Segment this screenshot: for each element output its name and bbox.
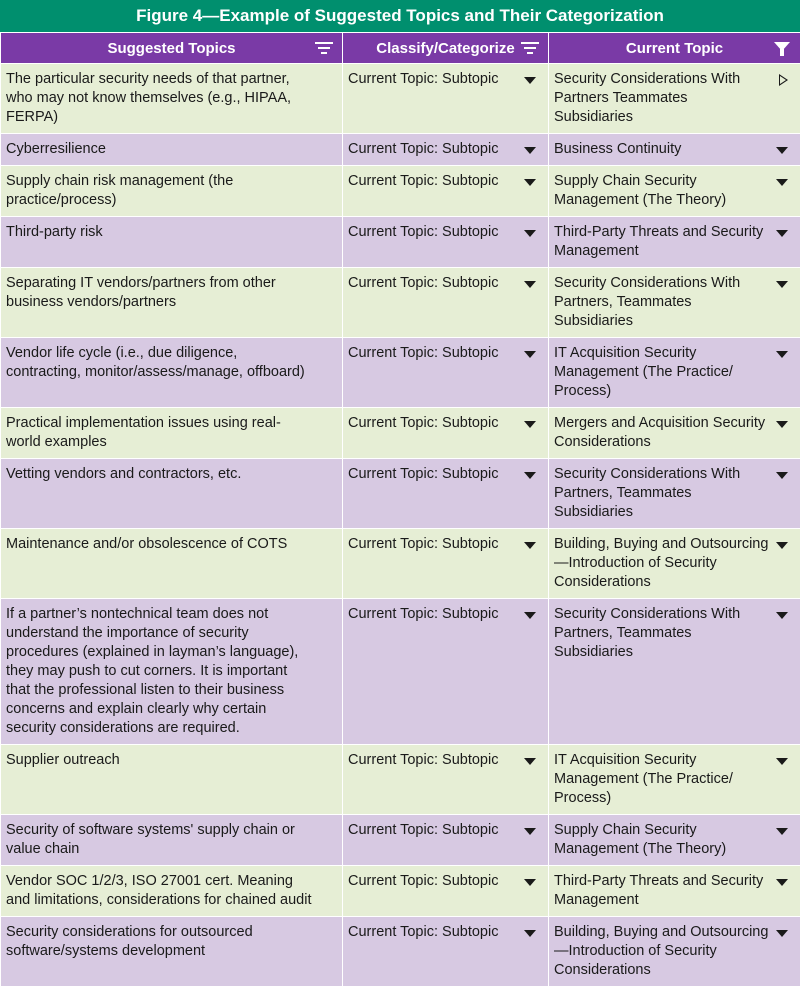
classify-value: Current Topic: Subtopic — [348, 415, 498, 431]
suggested-topic-text: Supplier outreach — [6, 752, 120, 768]
chevron-down-icon[interactable] — [524, 828, 536, 835]
suggested-topic-cell — [1, 64, 343, 134]
classify-value: Current Topic: Subtopic — [348, 141, 498, 157]
classify-dropdown[interactable] — [343, 529, 549, 599]
current-topic-dropdown[interactable] — [549, 529, 800, 599]
current-topic-dropdown[interactable] — [549, 134, 800, 166]
current-topic-dropdown[interactable] — [549, 64, 800, 134]
classify-value: Current Topic: Subtopic — [348, 752, 498, 768]
suggested-topic-cell — [1, 529, 343, 599]
classify-dropdown[interactable] — [343, 134, 549, 166]
topics-table — [0, 32, 800, 987]
current-topic-dropdown[interactable] — [549, 166, 800, 217]
suggested-topic-text: Separating IT vendors/partners from other business vendors/partners — [6, 275, 276, 310]
chevron-down-icon[interactable] — [524, 542, 536, 549]
suggested-topic-cell — [1, 268, 343, 338]
header-suggested-topics[interactable] — [1, 33, 343, 64]
suggested-topic-text: Practical implementation issues using real-world examples — [6, 415, 281, 450]
current-topic-dropdown[interactable] — [549, 815, 800, 866]
current-topic-value: Supply Chain Security Management (The Theory) — [554, 822, 726, 857]
suggested-topic-text: Third-party risk — [6, 224, 103, 240]
current-topic-value: Building, Buying and Outsourcing—Introduction of Security Considerations — [554, 924, 768, 978]
classify-value: Current Topic: Subtopic — [348, 345, 498, 361]
chevron-down-icon[interactable] — [524, 77, 536, 84]
chevron-down-icon[interactable] — [524, 179, 536, 186]
chevron-down-icon[interactable] — [776, 230, 788, 237]
sort-icon[interactable] — [520, 42, 540, 54]
current-topic-value: Supply Chain Security Management (The Theory) — [554, 173, 726, 208]
chevron-down-icon[interactable] — [524, 421, 536, 428]
chevron-down-icon[interactable] — [524, 879, 536, 886]
table-row — [1, 866, 800, 917]
table-row — [1, 815, 800, 866]
classify-dropdown[interactable] — [343, 866, 549, 917]
current-topic-value: Security Considerations With Partners, Teammates Subsidiaries — [554, 466, 740, 520]
chevron-down-icon[interactable] — [776, 179, 788, 186]
suggested-topic-cell — [1, 134, 343, 166]
chevron-down-icon[interactable] — [524, 147, 536, 154]
classify-dropdown[interactable] — [343, 815, 549, 866]
header-classify[interactable] — [343, 33, 549, 64]
current-topic-value: Third-Party Threats and Security Management — [554, 873, 763, 908]
chevron-down-icon[interactable] — [776, 281, 788, 288]
current-topic-value: Business Continuity — [554, 141, 681, 157]
sort-icon[interactable] — [314, 42, 334, 54]
classify-value: Current Topic: Subtopic — [348, 224, 498, 240]
classify-value: Current Topic: Subtopic — [348, 173, 498, 189]
table-row — [1, 599, 800, 745]
current-topic-dropdown[interactable] — [549, 408, 800, 459]
classify-value: Current Topic: Subtopic — [348, 536, 498, 552]
current-topic-dropdown[interactable] — [549, 866, 800, 917]
suggested-topic-cell — [1, 745, 343, 815]
chevron-down-icon[interactable] — [776, 930, 788, 937]
current-topic-dropdown[interactable] — [549, 599, 800, 745]
expand-right-icon[interactable] — [779, 74, 788, 86]
classify-dropdown[interactable] — [343, 268, 549, 338]
table-row — [1, 338, 800, 408]
suggested-topic-cell — [1, 217, 343, 268]
suggested-topic-cell — [1, 166, 343, 217]
chevron-down-icon[interactable] — [776, 828, 788, 835]
suggested-topic-text: Security of software systems' supply chain or value chain — [6, 822, 295, 857]
suggested-topic-text: Vendor life cycle (i.e., due diligence, contracting, monitor/assess/manage, offboard) — [6, 345, 305, 380]
header-row — [1, 33, 800, 64]
classify-value: Current Topic: Subtopic — [348, 606, 498, 622]
current-topic-value: IT Acquisition Security Management (The Practice/ Process) — [554, 345, 733, 399]
suggested-topic-cell — [1, 917, 343, 987]
table-row — [1, 217, 800, 268]
current-topic-value: Building, Buying and Outsourcing—Introduction of Security Considerations — [554, 536, 768, 590]
current-topic-dropdown[interactable] — [549, 917, 800, 987]
classify-value: Current Topic: Subtopic — [348, 275, 498, 291]
suggested-topic-cell — [1, 599, 343, 745]
suggested-topic-cell — [1, 408, 343, 459]
current-topic-dropdown[interactable] — [549, 338, 800, 408]
classify-dropdown[interactable] — [343, 166, 549, 217]
current-topic-value: Security Considerations With Partners, Teammates Subsidiaries — [554, 606, 740, 660]
header-current-topic[interactable] — [549, 33, 800, 64]
suggested-topic-text: Security considerations for outsourced software/systems development — [6, 924, 253, 959]
table-row — [1, 917, 800, 987]
table-row — [1, 64, 800, 134]
suggested-topic-cell — [1, 866, 343, 917]
chevron-down-icon[interactable] — [524, 758, 536, 765]
classify-value: Current Topic: Subtopic — [348, 466, 498, 482]
chevron-down-icon[interactable] — [776, 542, 788, 549]
header-suggested-label: Suggested Topics — [107, 40, 235, 57]
classify-dropdown[interactable] — [343, 459, 549, 529]
chevron-down-icon[interactable] — [776, 147, 788, 154]
table-row — [1, 529, 800, 599]
chevron-down-icon[interactable] — [776, 612, 788, 619]
classify-dropdown[interactable] — [343, 408, 549, 459]
header-current-label: Current Topic — [626, 40, 723, 57]
chevron-down-icon[interactable] — [524, 612, 536, 619]
table-row — [1, 166, 800, 217]
suggested-topic-text: The particular security needs of that partner, who may not know themselves (e.g., HIPAA, FERPA) — [6, 71, 291, 125]
table-row — [1, 268, 800, 338]
table-row — [1, 459, 800, 529]
classify-dropdown[interactable] — [343, 917, 549, 987]
current-topic-value: Mergers and Acquisition Security Considerations — [554, 415, 765, 450]
chevron-down-icon[interactable] — [524, 281, 536, 288]
classify-dropdown[interactable] — [343, 338, 549, 408]
chevron-down-icon[interactable] — [524, 351, 536, 358]
table-row — [1, 134, 800, 166]
current-topic-dropdown[interactable] — [549, 745, 800, 815]
chevron-down-icon[interactable] — [776, 421, 788, 428]
suggested-topic-cell — [1, 338, 343, 408]
classify-value: Current Topic: Subtopic — [348, 924, 498, 940]
suggested-topic-cell — [1, 459, 343, 529]
filter-icon[interactable] — [774, 42, 790, 51]
suggested-topic-text: Vetting vendors and contractors, etc. — [6, 466, 241, 482]
classify-dropdown[interactable] — [343, 745, 549, 815]
suggested-topic-text: Vendor SOC 1/2/3, ISO 27001 cert. Meaning and limitations, considerations for chained audit — [6, 873, 311, 908]
suggested-topic-text: Supply chain risk management (the practice/process) — [6, 173, 233, 208]
classify-dropdown[interactable] — [343, 217, 549, 268]
chevron-down-icon[interactable] — [776, 351, 788, 358]
current-topic-value: IT Acquisition Security Management (The Practice/ Process) — [554, 752, 733, 806]
suggested-topic-cell — [1, 815, 343, 866]
current-topic-value: Security Considerations With Partners, Teammates Subsidiaries — [554, 275, 740, 329]
suggested-topic-text: Maintenance and/or obsolescence of COTS — [6, 536, 287, 552]
chevron-down-icon[interactable] — [776, 879, 788, 886]
classify-dropdown[interactable] — [343, 599, 549, 745]
suggested-topic-text: If a partner’s nontechnical team does not understand the importance of security procedures (explained in layman’s language), they may push to cut corners. It is important that the professional listen to their business concerns and explain clearly why certain security considerations are required. — [6, 606, 298, 736]
suggested-topic-text: Cyberresilience — [6, 141, 106, 157]
classify-value: Current Topic: Subtopic — [348, 71, 498, 87]
header-classify-label: Classify/Categorize — [376, 40, 514, 57]
classify-value: Current Topic: Subtopic — [348, 873, 498, 889]
figure-title: Figure 4—Example of Suggested Topics and Their Categorization — [0, 0, 800, 32]
current-topic-dropdown[interactable] — [549, 268, 800, 338]
table-row — [1, 408, 800, 459]
chevron-down-icon[interactable] — [524, 230, 536, 237]
classify-value: Current Topic: Subtopic — [348, 822, 498, 838]
current-topic-value: Third-Party Threats and Security Management — [554, 224, 763, 259]
chevron-down-icon[interactable] — [776, 758, 788, 765]
classify-dropdown[interactable] — [343, 64, 549, 134]
chevron-down-icon[interactable] — [524, 930, 536, 937]
table-row — [1, 745, 800, 815]
chevron-down-icon[interactable] — [776, 472, 788, 479]
current-topic-dropdown[interactable] — [549, 459, 800, 529]
current-topic-value: Security Considerations With Partners Teammates Subsidiaries — [554, 71, 740, 125]
chevron-down-icon[interactable] — [524, 472, 536, 479]
current-topic-dropdown[interactable] — [549, 217, 800, 268]
